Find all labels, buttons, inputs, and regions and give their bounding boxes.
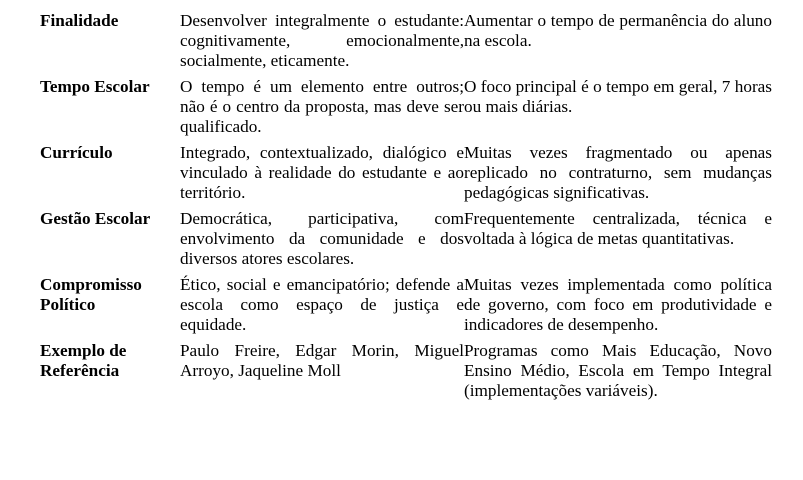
table-row [40, 11, 772, 77]
comparison-table [40, 11, 772, 407]
row-label: Currículo [40, 143, 113, 162]
row-cell-integral-education: Paulo Freire, Edgar Morin, Miguel Arroyo, Jaqueline Moll [180, 341, 464, 380]
table-row [40, 209, 772, 275]
row-cell-integral-education: O tempo é um elemento entre outros; não é o centro da proposta, mas deve ser qualificado. [180, 77, 464, 136]
row-cell-extended-time: Muitas vezes fragmentado ou apenas replicado no contraturno, sem mudanças pedagógicas significativas. [464, 143, 772, 202]
row-cell-extended-time: Aumentar o tempo de permanência do aluno na escola. [464, 11, 772, 50]
table-row [40, 77, 772, 143]
row-cell-extended-time: Programas como Mais Educação, Novo Ensino Médio, Escola em Tempo Integral (implementações variáveis). [464, 341, 772, 400]
row-label: Tempo Escolar [40, 77, 150, 96]
row-label: Finalidade [40, 11, 119, 30]
row-cell-integral-education: Desenvolver integralmente o estudante: cognitivamente, emocionalmente, socialmente, eticamente. [180, 11, 464, 70]
row-label: Compromisso Político [40, 275, 142, 314]
table-row [40, 143, 772, 209]
table-row [40, 341, 772, 407]
row-cell-integral-education: Democrática, participativa, com envolvimento da comunidade e dos diversos atores escolares. [180, 209, 464, 268]
row-cell-extended-time: Muitas vezes implementada como política de governo, com foco em produtividade e indicadores de desempenho. [464, 275, 772, 334]
row-cell-extended-time: Frequentemente centralizada, técnica e voltada à lógica de metas quantitativas. [464, 209, 772, 248]
row-cell-integral-education: Integrado, contextualizado, dialógico e vinculado à realidade do estudante e ao território. [180, 143, 464, 202]
row-cell-extended-time: O foco principal é o tempo em geral, 7 horas ou mais diárias. [464, 77, 772, 116]
row-label: Exemplo de Referência [40, 341, 127, 380]
row-cell-integral-education: Ético, social e emancipatório; defende a escola como espaço de justiça e equidade. [180, 275, 464, 334]
table-row [40, 275, 772, 341]
row-label: Gestão Escolar [40, 209, 151, 228]
